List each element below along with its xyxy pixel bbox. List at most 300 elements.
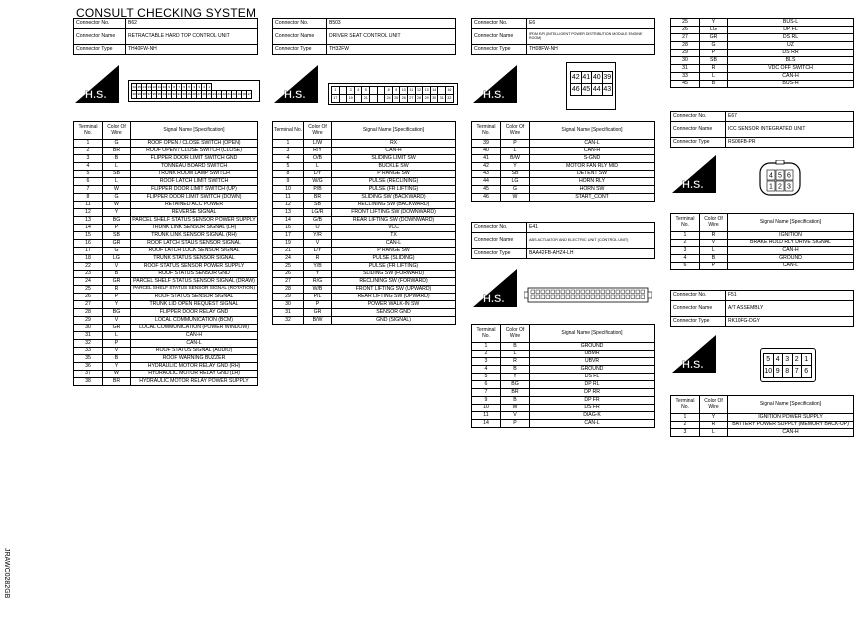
terminal-cell: 30 [74, 324, 103, 332]
connector-pin: 1 [801, 353, 812, 366]
signal-name-cell: FLIPPER DOOR LIMIT SWITCH (DOWN) [131, 193, 258, 201]
table-row [472, 358, 655, 366]
wire-color-cell: G [700, 42, 728, 50]
connector-pin-label: 3 [787, 183, 791, 191]
connector-pin: 26 [201, 90, 207, 99]
col-signal: Signal Name [Specification] [728, 214, 854, 232]
signal-name-cell: BUS-H [728, 80, 854, 88]
connector-cavity [571, 290, 575, 294]
signal-name-cell: ROOF STATUS SIGNAL (AUDIO) [131, 347, 258, 355]
signal-name-cell: HORN RLY [530, 178, 655, 186]
wire-color-cell: B [103, 355, 131, 363]
signal-name-cell: CAN-L [131, 339, 258, 347]
terminal-cell: 24 [273, 255, 304, 263]
signal-name-cell: ROOF STATUS SENSOR GND [131, 270, 258, 278]
signal-name-cell: ROOF LATCH LIMIT SWITCH [131, 178, 258, 186]
wire-color-cell: L [103, 163, 131, 171]
wire-color-cell: BR [103, 147, 131, 155]
wire-color-cell: B [103, 155, 131, 163]
table-row [273, 224, 456, 232]
table-row [74, 370, 258, 378]
terminal-cell: 33 [74, 347, 103, 355]
col-terminal: Terminal No. [472, 325, 501, 343]
connector-face-f51 [760, 348, 816, 382]
wire-color-cell: W [103, 370, 131, 378]
wire-color-cell: LG [103, 255, 131, 263]
signal-name-cell: BATTERY POWER SUPPLY (MEMORY BACK-UP) [728, 421, 854, 429]
connector-cavity [626, 290, 630, 294]
wire-color-cell: W [501, 404, 530, 412]
connector-no-label: Connector No. [671, 112, 726, 122]
connector-pin: 14 [141, 83, 147, 92]
table-row [74, 332, 258, 340]
table-row [273, 147, 456, 155]
signal-name-cell: P RANGE SW [332, 247, 456, 255]
terminal-cell: 27 [74, 301, 103, 309]
terminal-cell: 6 [472, 381, 501, 389]
connector-f51-table [670, 395, 854, 437]
terminal-cell: 5 [273, 163, 304, 171]
connector-type-label: Connector Type [273, 45, 327, 55]
table-row [74, 355, 258, 363]
connector-e41-continued-table [670, 18, 854, 88]
signal-name-cell: FLIPPER DOOR RELAY GND [131, 309, 258, 317]
connector-pin: 24 [384, 94, 393, 103]
wire-color-cell: W/B [304, 286, 332, 294]
signal-name-cell: GROUND [530, 366, 655, 374]
signal-name-cell: ROOF STATUS SENSOR SIGNAL [131, 293, 258, 301]
col-color: Color Of Wire [501, 122, 530, 140]
col-terminal: Terminal No. [671, 214, 700, 232]
wire-color-cell: G [103, 140, 131, 148]
signal-name-cell: DETENT SW [530, 170, 655, 178]
wire-color-cell: W/G [304, 178, 332, 186]
signal-name-cell: DS FR [530, 404, 655, 412]
terminal-cell: 17 [74, 247, 103, 255]
wire-color-cell: P/B [304, 186, 332, 194]
signal-name-cell: POWER WALK-IN SW [332, 301, 456, 309]
signal-name-cell: ROOF LATCH STAUS SENSOR SIGNAL [131, 239, 258, 247]
signal-name-cell: GND (SIGNAL) [332, 316, 456, 324]
terminal-cell: 11 [273, 193, 304, 201]
connector-name-label: Connector Name [671, 301, 726, 317]
connector-pin: 4 [354, 86, 363, 95]
table-row [472, 193, 655, 201]
connector-face-e6 [566, 62, 616, 110]
terminal-cell: 24 [74, 278, 103, 286]
signal-name-cell: RECLINING SW (BACKWARD) [332, 201, 456, 209]
wire-color-cell: P [304, 301, 332, 309]
table-row [273, 301, 456, 309]
wire-color-cell: B [700, 80, 728, 88]
connector-e6-table [471, 121, 655, 202]
hs-icon [471, 267, 519, 309]
connector-cavity [556, 295, 560, 299]
col-terminal: Terminal No. [472, 122, 501, 140]
table-row [472, 155, 655, 163]
connector-name-value: ABS ACTUATOR AND ELECTRIC UNIT (CONTROL UNIT) [527, 233, 655, 249]
col-signal: Signal Name [Specification] [530, 122, 655, 140]
signal-name-cell: PARCEL SHELF STATUS SENSOR SIGNAL (ROTATION) [131, 286, 258, 294]
table-row [273, 255, 456, 263]
connector-pin: 8 [782, 365, 793, 378]
connector-cavity [611, 290, 615, 294]
terminal-cell: 28 [671, 42, 700, 50]
table-row [74, 247, 258, 255]
table-row [74, 224, 258, 232]
hs-icon [73, 63, 121, 105]
terminal-cell: 6 [671, 262, 700, 270]
signal-name-cell: P RANGE SW [332, 170, 456, 178]
connector-pin: 19 [346, 94, 355, 103]
terminal-cell: 31 [74, 332, 103, 340]
connector-pin: 28 [415, 94, 424, 103]
wire-color-cell: O/B [304, 155, 332, 163]
signal-name-cell: PARCEL SHELF STATUS SENSOR SIGNAL (DRAW) [131, 278, 258, 286]
wire-color-cell: W [103, 186, 131, 194]
table-row [472, 366, 655, 374]
connector-pin: 42 [570, 71, 582, 84]
terminal-cell: 30 [671, 57, 700, 65]
connector-pin: 18 [241, 90, 247, 99]
connector-pin: 26 [399, 94, 408, 103]
terminal-cell: 37 [74, 370, 103, 378]
table-row [74, 140, 258, 148]
signal-name-cell: ROOF OPEN / CLOSE SWITCH (CLOSE) [131, 147, 258, 155]
signal-name-cell: FRONT LIFTING SW (UPWARD) [332, 286, 456, 294]
connector-cavity [561, 290, 565, 294]
wire-color-cell: Y [700, 19, 728, 27]
table-row [472, 389, 655, 397]
col-signal: Signal Name [Specification] [728, 396, 854, 414]
signal-name-cell: ROOF LATCH LOCK SENSOR SIGNAL [131, 247, 258, 255]
table-row [472, 350, 655, 358]
wire-color-cell: Y/R [304, 232, 332, 240]
terminal-cell: 2 [472, 350, 501, 358]
signal-name-cell: REVERSE SIGNAL [131, 209, 258, 217]
terminal-cell: 7 [74, 186, 103, 194]
connector-e67-header [670, 111, 854, 148]
table-row [671, 80, 854, 88]
table-row [273, 232, 456, 240]
terminal-cell: 3 [671, 429, 700, 437]
connector-pin: 16 [445, 86, 454, 95]
terminal-cell: 2 [671, 421, 700, 429]
wire-color-cell: P [103, 293, 131, 301]
wire-color-cell: G [103, 193, 131, 201]
terminal-cell: 4 [273, 155, 304, 163]
table-row [74, 301, 258, 309]
connector-cavity [546, 290, 550, 294]
connector-cavity [581, 295, 585, 299]
table-row [472, 381, 655, 389]
terminal-cell: 17 [273, 232, 304, 240]
signal-name-cell: ROOF WARNING BUZZER [131, 355, 258, 363]
connector-no-value: E67 [726, 112, 854, 122]
wire-color-cell: B [501, 343, 530, 351]
connector-name-label: Connector Name [472, 29, 527, 45]
col-color: Color Of Wire [304, 122, 332, 140]
connector-pin: 7 [792, 365, 803, 378]
signal-name-cell: TRUNK ROOM LAMP SWITCH [131, 170, 258, 178]
signal-name-cell: TRUNK LINK SENSOR SIGNAL (LH) [131, 224, 258, 232]
table-row [74, 362, 258, 370]
terminal-cell: 16 [74, 239, 103, 247]
signal-name-cell: SLIDING SW (FORWARD) [332, 270, 456, 278]
connector-cavity [586, 290, 590, 294]
hs-label: H.S. [483, 89, 505, 101]
wire-color-cell: LG [501, 178, 530, 186]
connector-no-value: E6 [527, 19, 655, 29]
connector-no-label: Connector No. [74, 19, 126, 29]
terminal-cell: 27 [273, 278, 304, 286]
terminal-cell: 8 [273, 170, 304, 178]
connector-pin: 13 [146, 83, 152, 92]
connector-cavity [641, 295, 645, 299]
table-row [671, 42, 854, 50]
wire-color-cell: L [501, 147, 530, 155]
connector-pin-label: 2 [778, 183, 782, 191]
hs-label: H.S. [483, 293, 505, 305]
wire-color-cell: GR [103, 324, 131, 332]
signal-name-cell: UBVR [530, 358, 655, 366]
col-terminal: Terminal No. [74, 122, 103, 140]
table-row [472, 373, 655, 381]
signal-name-cell: PULSE (FR LIFTING) [332, 263, 456, 271]
connector-pin: 7 [176, 83, 182, 92]
terminal-cell: 16 [273, 224, 304, 232]
terminal-cell: 1 [671, 414, 700, 422]
connector-cavity [601, 290, 605, 294]
connector-no-value: F51 [726, 291, 854, 301]
table-row [273, 201, 456, 209]
connector-pin: 5 [763, 353, 774, 366]
connector-pin: 34 [161, 90, 167, 99]
connector-pin: 35 [156, 90, 162, 99]
connector-pin: 31 [437, 94, 446, 103]
wire-color-cell: L/Y [304, 247, 332, 255]
connector-pin: 25 [206, 90, 212, 99]
terminal-cell: 3 [472, 358, 501, 366]
signal-name-cell: LOCAL COMMUNICATION (BCM) [131, 316, 258, 324]
table-row [273, 140, 456, 148]
wire-color-cell: L [700, 429, 728, 437]
table-row [74, 316, 258, 324]
terminal-cell: 11 [74, 201, 103, 209]
terminal-cell: 3 [74, 155, 103, 163]
connector-type-label: Connector Type [671, 317, 726, 327]
wire-color-cell: BR [501, 389, 530, 397]
signal-name-cell: IGNITION [728, 232, 854, 240]
table-row [74, 270, 258, 278]
connector-cavity [561, 295, 565, 299]
signal-name-cell: CAN-L [332, 239, 456, 247]
table-row [472, 419, 655, 427]
table-row [472, 147, 655, 155]
table-row [273, 286, 456, 294]
signal-name-cell: DS FL [530, 373, 655, 381]
connector-cavity [531, 290, 535, 294]
table-row [74, 239, 258, 247]
connector-face-e41 [524, 285, 652, 305]
connector-no-label: Connector No. [472, 223, 527, 233]
signal-name-cell: VCC [332, 224, 456, 232]
table-row [273, 163, 456, 171]
col-terminal: Terminal No. [273, 122, 304, 140]
terminal-cell: 43 [472, 170, 501, 178]
terminal-cell: 4 [671, 255, 700, 263]
table-row [671, 19, 854, 27]
terminal-cell: 9 [472, 396, 501, 404]
connector-cavity [616, 290, 620, 294]
connector-pin: 41 [581, 71, 593, 84]
connector-name-label: Connector Name [472, 233, 527, 249]
connector-pin: 15 [136, 83, 142, 92]
table-row [74, 155, 258, 163]
hs-icon [670, 153, 718, 195]
hs-label: H.S. [682, 359, 704, 371]
connector-type-label: Connector Type [74, 45, 126, 55]
signal-name-cell: BUCKLE SW [332, 163, 456, 171]
table-row [273, 193, 456, 201]
signal-name-cell: CAN-H [728, 429, 854, 437]
table-row [74, 178, 258, 186]
wire-color-cell: L [103, 178, 131, 186]
connector-pin: 9 [773, 365, 784, 378]
connector-pin-label: 4 [769, 172, 773, 180]
table-row [74, 278, 258, 286]
connector-pin: 3 [196, 83, 202, 92]
signal-name-cell: ROOF STATUS SENSOR POWER SUPPLY [131, 263, 258, 271]
hs-label: H.S. [85, 89, 107, 101]
terminal-cell: 5 [472, 373, 501, 381]
terminal-cell: 10 [273, 186, 304, 194]
connector-cavity [591, 295, 595, 299]
connector-pin: 11 [407, 86, 416, 95]
table-row [273, 247, 456, 255]
signal-name-cell: HYDRAULIC MOTOR RELAY GND (RH) [131, 362, 258, 370]
table-row [74, 324, 258, 332]
connector-pin: 32 [445, 94, 454, 103]
connector-pin: 33 [166, 90, 172, 99]
connector-pin: 1 [331, 86, 340, 95]
wire-color-cell: W [501, 193, 530, 201]
terminal-cell: 40 [472, 147, 501, 155]
signal-name-cell: TX [332, 232, 456, 240]
signal-name-cell: PARCEL SHELF STATUS SENSOR POWER SUPPLY [132, 216, 256, 223]
wire-color-cell: LG/R [304, 209, 332, 217]
table-row [74, 216, 258, 224]
hs-icon [670, 333, 718, 375]
terminal-cell: 9 [273, 178, 304, 186]
terminal-cell: 44 [472, 178, 501, 186]
table-row [273, 270, 456, 278]
signal-name-cell: TRUNK LINK SENSOR SIGNAL (RH) [131, 232, 258, 240]
table-row [472, 396, 655, 404]
table-row [472, 404, 655, 412]
signal-name-cell: LOCAL COMMUNICATION (POWER WINDOW) [131, 324, 258, 332]
table-row [671, 49, 854, 57]
connector-name-label: Connector Name [74, 29, 126, 45]
connector-pin-label: 6 [787, 172, 791, 180]
signal-name-cell: DP FL [728, 26, 854, 34]
wire-color-cell: LG [700, 26, 728, 34]
connector-pin: 10 [161, 83, 167, 92]
connector-cavity [626, 295, 630, 299]
signal-name-cell: UZ [728, 42, 854, 50]
terminal-cell: 4 [74, 163, 103, 171]
connector-name-value: A/T ASSEMBLY [726, 301, 854, 317]
table-row [671, 247, 854, 255]
signal-name-cell: FLIPPER DOOR LIMIT SWITCH (UP) [131, 186, 258, 194]
connector-pin: 25 [392, 94, 401, 103]
col-color: Color Of Wire [700, 214, 728, 232]
table-row [472, 186, 655, 194]
col-signal: Signal Name [Specification] [332, 122, 456, 140]
connector-cavity [591, 290, 595, 294]
connector-b503-table [272, 121, 456, 325]
terminal-cell: 28 [74, 309, 103, 317]
signal-name-cell: CAN-L [530, 419, 655, 427]
signal-name-cell: CAN-L [530, 140, 655, 148]
table-row [273, 216, 456, 224]
signal-name-cell: BRAKE HOLD RLY DRIVE SIGNAL [728, 239, 854, 247]
connector-pin: 1 [206, 83, 212, 92]
wire-color-cell: L [103, 332, 131, 340]
connector-pin: 12 [151, 83, 157, 92]
signal-name-cell: CAN-L [728, 262, 854, 270]
connector-no-value: B503 [327, 19, 456, 29]
terminal-cell: 19 [273, 239, 304, 247]
connector-cavity [641, 290, 645, 294]
connector-type-label: Connector Type [472, 249, 527, 259]
wire-color-cell: G [103, 247, 131, 255]
connector-pin: 39 [136, 90, 142, 99]
terminal-cell: 23 [74, 270, 103, 278]
wire-color-cell: B [501, 396, 530, 404]
connector-cavity [536, 295, 540, 299]
wire-color-cell: V [103, 347, 131, 355]
wire-color-cell: P/L [304, 293, 332, 301]
connector-cavity [636, 290, 640, 294]
table-row [671, 262, 854, 270]
terminal-cell: 7 [472, 389, 501, 397]
page-title: CONSULT CHECKING SYSTEM [76, 6, 257, 20]
table-row [74, 347, 258, 355]
hs-label: H.S. [682, 179, 704, 191]
signal-name-cell: CAN-H [332, 147, 456, 155]
connector-no-label: Connector No. [671, 291, 726, 301]
signal-name-cell: SLIDING SW (BACKWARD) [332, 193, 456, 201]
terminal-cell: 8 [74, 193, 103, 201]
connector-pin: 17 [246, 90, 252, 99]
signal-name-cell: DS RL [728, 34, 854, 42]
terminal-cell: 36 [74, 362, 103, 370]
wire-color-cell: GR [103, 239, 131, 247]
table-row [273, 239, 456, 247]
wire-color-cell: R [700, 421, 728, 429]
signal-name-cell: ROOF OPEN / CLOSE SWITCH (OPEN) [131, 140, 258, 148]
wire-color-cell: R/G [304, 278, 332, 286]
connector-type-label: Connector Type [671, 138, 726, 148]
connector-pin: 37 [146, 90, 152, 99]
connector-e41-header [471, 222, 655, 259]
terminal-cell: 30 [273, 301, 304, 309]
signal-name-cell: DIAG-K [530, 412, 655, 420]
table-row [74, 232, 258, 240]
wire-color-cell: P [103, 224, 131, 232]
connector-pin: 3 [346, 86, 355, 95]
